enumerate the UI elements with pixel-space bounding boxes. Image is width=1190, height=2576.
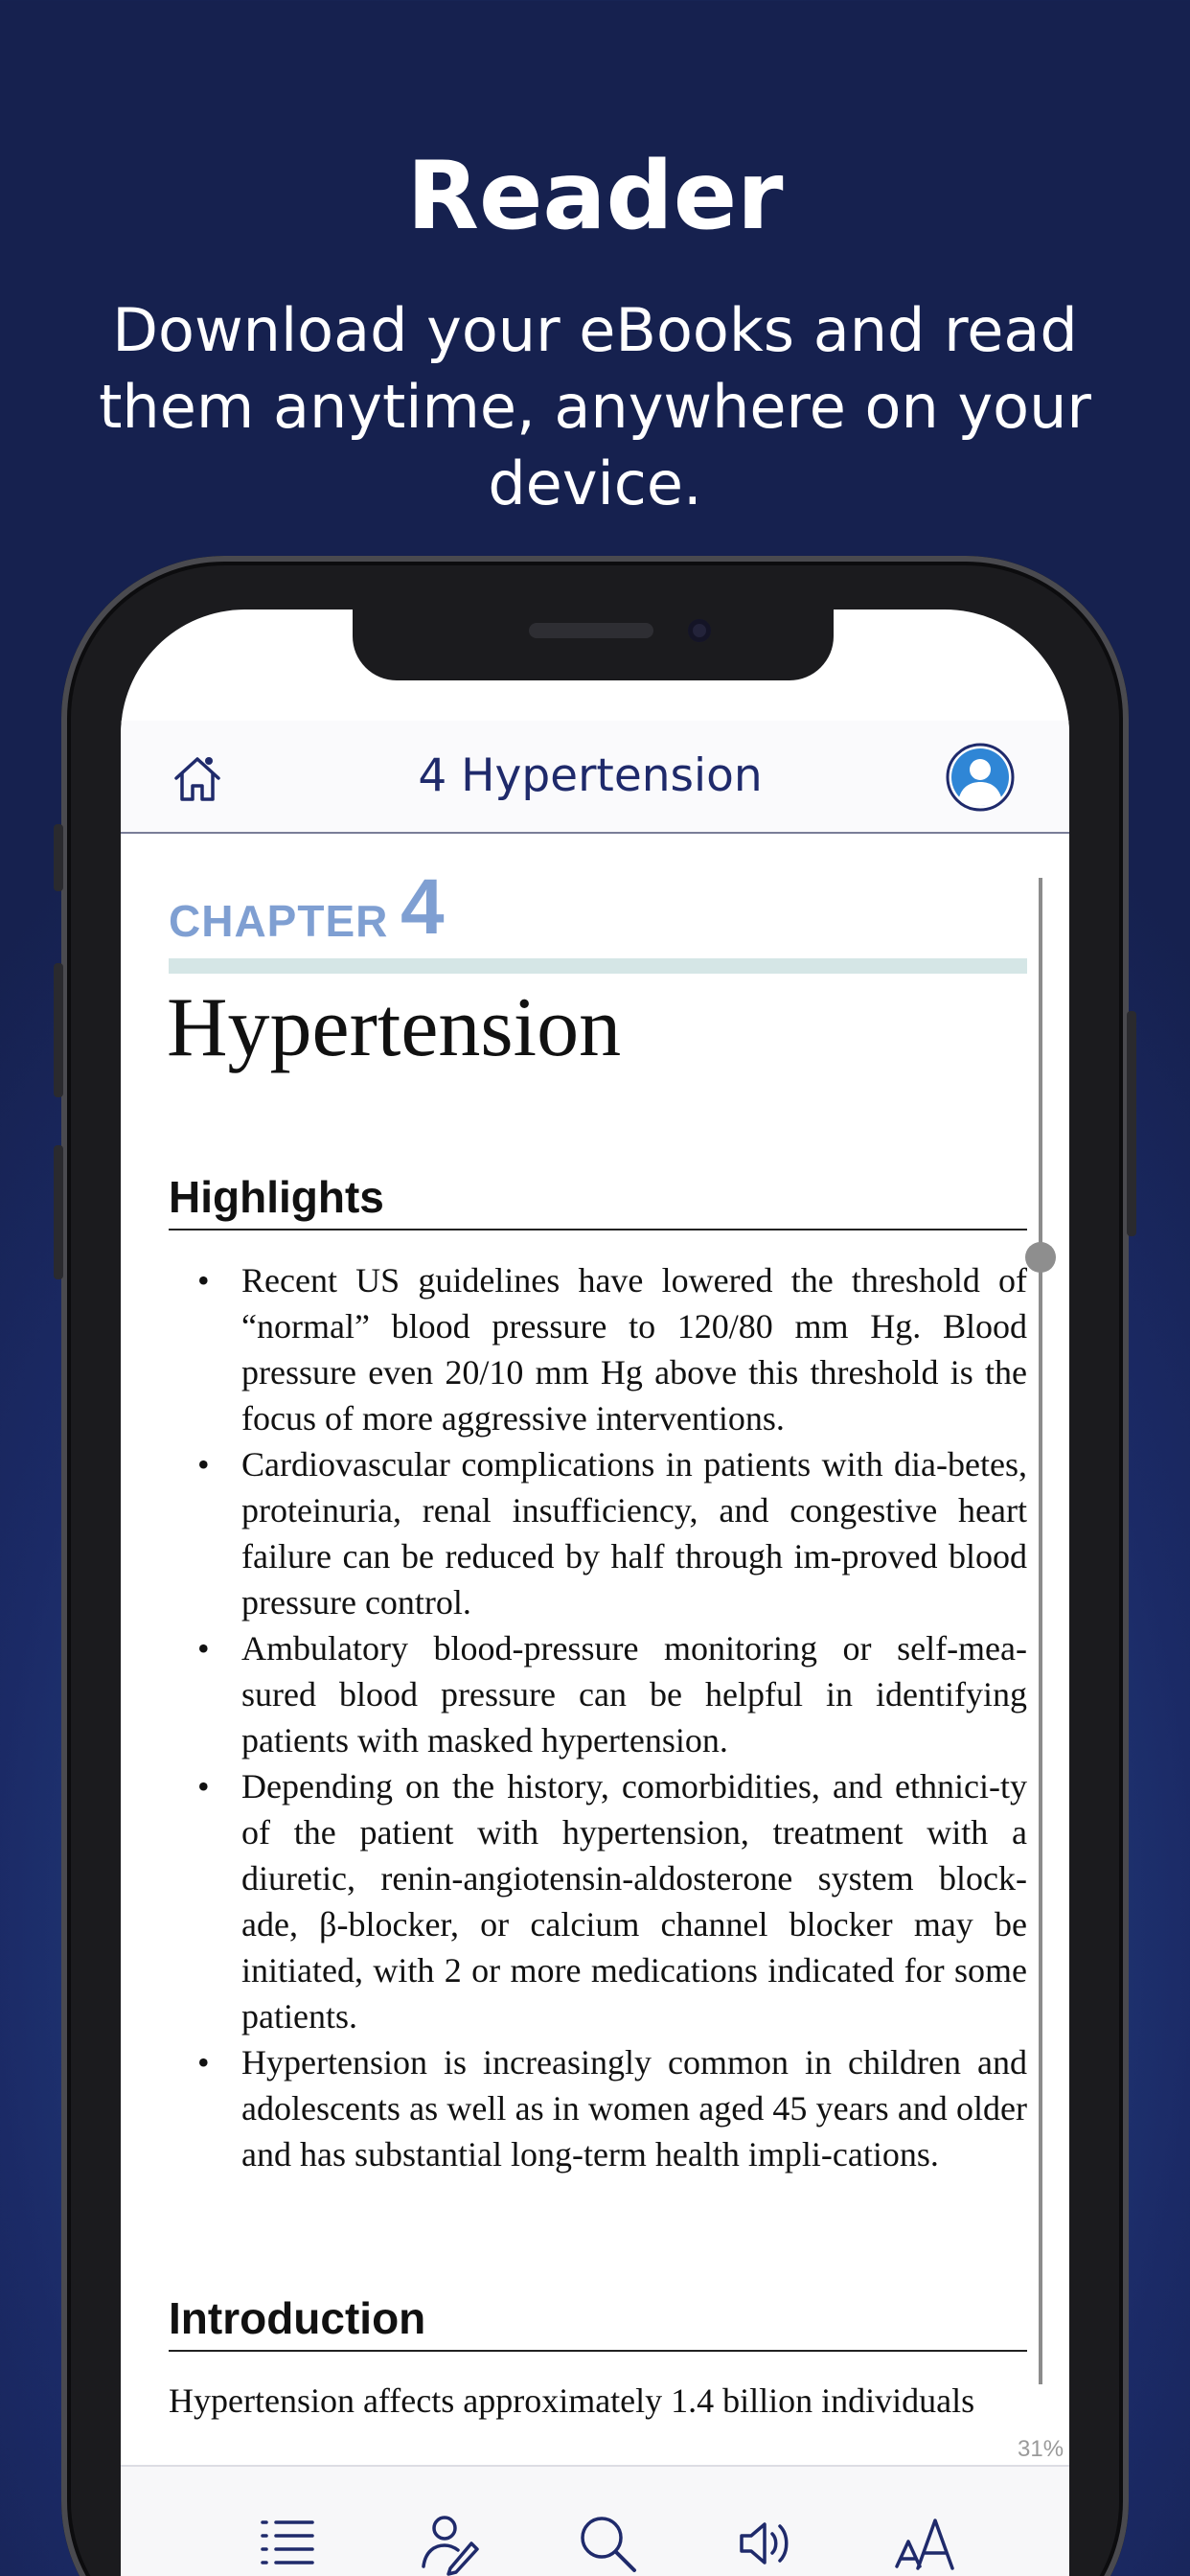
contents-icon[interactable] — [253, 2509, 322, 2576]
profile-icon[interactable] — [945, 742, 1016, 813]
reading-progress: 31% — [1018, 2436, 1064, 2462]
reader-toolbar — [121, 2465, 1069, 2576]
chapter-rule — [169, 958, 1027, 974]
promo-subtitle: Download your eBooks and read them anytime, anywhere on your device. — [99, 295, 1091, 518]
book-content[interactable] — [121, 836, 1069, 2465]
chapter-number: 4 — [400, 863, 445, 951]
list-item: • Ambulatory blood-pressure monitoring or self-mea-sured blood pressure can be helpful in identifying patients with masked hypertension. — [169, 1625, 1027, 1763]
annotations-icon[interactable] — [414, 2509, 483, 2576]
phone-volume-down-button — [54, 1145, 63, 1279]
chapter-title: Hypertension — [167, 981, 622, 1074]
read-aloud-icon[interactable] — [732, 2509, 801, 2576]
promo-title: Reader — [406, 142, 784, 251]
phone-camera — [688, 619, 711, 642]
book-title: 4 Hypertension — [418, 749, 763, 802]
phone-power-button — [1127, 1011, 1136, 1236]
highlights-list — [169, 1257, 1027, 2177]
phone-silent-switch — [54, 824, 63, 891]
list-item: • Depending on the history, comorbidities, and ethnici-ty of the patient with hypertension, treatment with a diuretic, renin-angiotensin-aldosterone system block-ade, β-blocker, or calcium channel blocker may be initiated, with 2 or more medications indicated for some patients. — [169, 1763, 1027, 2039]
list-item: • Recent US guidelines have lowered the threshold of “normal” blood pressure to 120/80 mm Hg. Blood pressure even 20/10 mm Hg above this threshold is the focus of more aggressive interventions. — [169, 1257, 1027, 1441]
home-icon[interactable] — [169, 749, 226, 807]
list-item: • Hypertension is increasingly common in children and adolescents as well as in women aged 45 years and older and has substantial long-term health impli-cations. — [169, 2039, 1027, 2177]
scrollbar-thumb[interactable] — [1025, 1242, 1056, 1273]
phone-frame — [61, 556, 1129, 2576]
phone-volume-up-button — [54, 963, 63, 1097]
phone-screen — [121, 610, 1069, 2576]
text-size-icon[interactable] — [891, 2509, 960, 2576]
introduction-heading: Introduction — [169, 2292, 1027, 2352]
scrollbar-track[interactable] — [1039, 878, 1042, 2384]
phone-speaker — [529, 623, 653, 638]
chapter-label: CHAPTER — [169, 896, 389, 946]
list-item: • Cardiovascular complications in patients with dia-betes, proteinuria, renal insufficiency, and congestive heart failure can be reduced by half through im-proved blood pressure control. — [169, 1441, 1027, 1625]
reader-app-bar — [121, 721, 1069, 834]
introduction-text: Hypertension affects approximately 1.4 billion individuals — [169, 2381, 975, 2420]
highlights-heading: Highlights — [169, 1171, 1027, 1230]
phone-notch — [353, 610, 834, 680]
search-icon[interactable] — [573, 2509, 642, 2576]
